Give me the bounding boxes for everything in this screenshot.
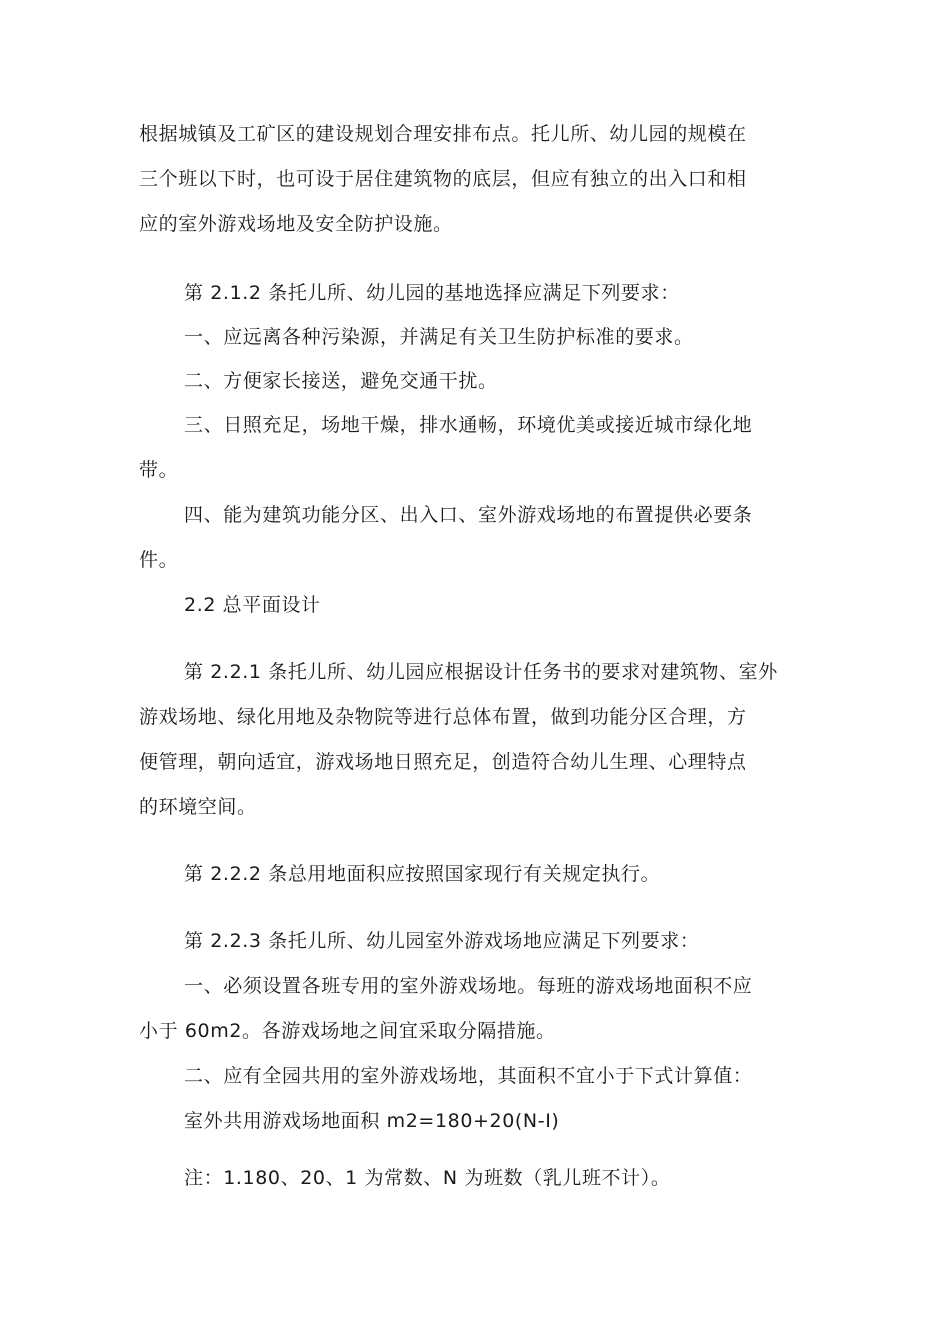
text-line: 根据城镇及工矿区的建设规划合理安排布点。托儿所、幼儿园的规模在 xyxy=(139,123,747,145)
list-item: 四、能为建筑功能分区、出入口、室外游戏场地的布置提供必要条 xyxy=(184,504,753,526)
clause-heading: 第 2.2.1 条托儿所、幼儿园应根据设计任务书的要求对建筑物、室外 xyxy=(184,661,778,683)
clause-heading: 第 2.2.2 条总用地面积应按照国家现行有关规定执行。 xyxy=(184,863,661,885)
list-item: 一、应远离各种污染源，并满足有关卫生防护标准的要求。 xyxy=(184,326,694,348)
text-line: 小于 60m2。各游戏场地之间宜采取分隔措施。 xyxy=(139,1020,556,1042)
text-line: 的环境空间。 xyxy=(139,796,257,818)
text-line: 三个班以下时，也可设于居住建筑物的底层，但应有独立的出入口和相 xyxy=(139,168,747,190)
note-line: 注：1.180、20、1 为常数、N 为班数（乳儿班不计）。 xyxy=(184,1167,671,1189)
list-item: 二、应有全园共用的室外游戏场地，其面积不宜小于下式计算值： xyxy=(184,1065,753,1087)
list-item: 二、方便家长接送，避免交通干扰。 xyxy=(184,370,498,392)
formula-line: 室外共用游戏场地面积 m2=180+20(N-I) xyxy=(184,1110,560,1132)
list-item: 三、日照充足，场地干燥，排水通畅，环境优美或接近城市绿化地 xyxy=(184,414,753,436)
text-line: 件。 xyxy=(139,549,179,571)
clause-heading: 第 2.1.2 条托儿所、幼儿园的基地选择应满足下列要求： xyxy=(184,282,680,304)
clause-heading: 第 2.2.3 条托儿所、幼儿园室外游戏场地应满足下列要求： xyxy=(184,930,700,952)
text-line: 便管理，朝向适宜，游戏场地日照充足，创造符合幼儿生理、心理特点 xyxy=(139,751,747,773)
list-item: 一、必须设置各班专用的室外游戏场地。每班的游戏场地面积不应 xyxy=(184,975,753,997)
text-line: 游戏场地、绿化用地及杂物院等进行总体布置，做到功能分区合理，方 xyxy=(139,706,747,728)
text-line: 应的室外游戏场地及安全防护设施。 xyxy=(139,213,453,235)
text-line: 带。 xyxy=(139,459,179,481)
section-heading: 2.2 总平面设计 xyxy=(184,594,321,616)
